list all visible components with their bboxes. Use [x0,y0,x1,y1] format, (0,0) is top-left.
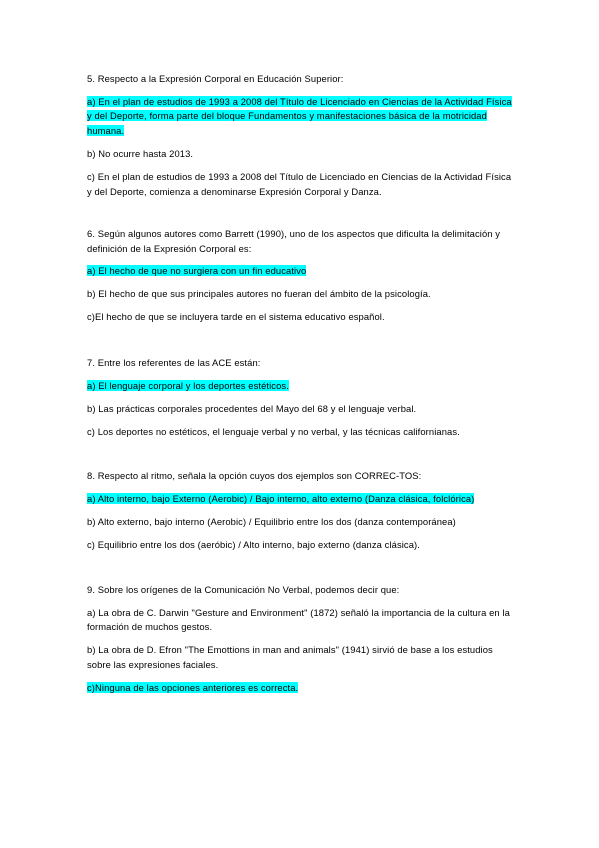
question-8 [87,469,517,561]
highlighted-answer: a) El lenguaje corporal y los deportes estéticos. [87,379,289,391]
option-a [87,379,517,394]
option-b: b) Alto externo, bajo interno (Aerobic) / Equilibrio entre los dos (danza contemporánea) [87,515,456,527]
option-a: a) La obra de C. Darwin "Gesture and Environment" (1872) señaló la importancia de la cultura en la formación de muchos gestos. [87,606,510,633]
option-a [87,492,517,507]
option-c: c) En el plan de estudios de 1993 a 2008 del Título de Licenciado en Ciencias de la Actividad Física y del Deporte, comienza a denominarse Expresión Corporal y Danza. [87,170,512,197]
option-b: b) Las prácticas corporales procedentes del Mayo del 68 y el lenguaje verbal. [87,402,417,414]
highlighted-answer: a) Alto interno, bajo Externo (Aerobic) / Bajo interno, alto externo (Danza clásica, folclórica) [87,492,475,504]
option-b: b) No ocurre hasta 2013. [87,147,194,159]
option-c: c) Los deportes no estéticos, el lenguaje verbal y no verbal, y las técnicas californianas. [87,425,460,437]
option-a [87,95,517,139]
question-text: 8. Respecto al ritmo, señala la opción cuyos dos ejemplos son CORREC-TOS: [87,470,422,481]
highlighted-answer: a) En el plan de estudios de 1993 a 2008 del Título de Licenciado en Ciencias de la Actividad Física y del Deporte, forma parte del bloque Fundamentos y manifestaciones básica de la motricidad humana. [87,95,512,136]
option-a [87,264,517,279]
question-7 [87,356,517,448]
question-text: 9. Sobre los orígenes de la Comunicación No Verbal, podemos decir que: [87,584,400,595]
question-text: 6. Según algunos autores como Barrett (1990), uno de los aspectos que dificulta la delimitación y definición de la Expresión Corporal es: [87,228,501,254]
highlighted-answer: c)Ninguna de las opciones anteriores es correcta. [87,681,299,693]
highlighted-answer: a) El hecho de que no surgiera con un fin educativo [87,265,307,277]
question-text: 5. Respecto a la Expresión Corporal en Educación Superior: [87,73,344,84]
option-c: c)El hecho de que se incluyera tarde en el sistema educativo español. [87,311,385,323]
question-6 [87,227,517,333]
question-5 [87,72,517,208]
question-text: 7. Entre los referentes de las ACE están: [87,357,261,368]
option-b: b) La obra de D. Efron "The Emottions in man and animals" (1941) sirvió de base a los estudios sobre las expresiones faciales. [87,644,493,670]
question-9 [87,583,517,704]
option-c: c) Equilibrio entre los dos (aeróbic) / Alto interno, bajo externo (danza clásica). [87,538,420,550]
option-b: b) El hecho de que sus principales autores no fueran del ámbito de la psicología. [87,288,431,300]
option-c [87,681,517,696]
